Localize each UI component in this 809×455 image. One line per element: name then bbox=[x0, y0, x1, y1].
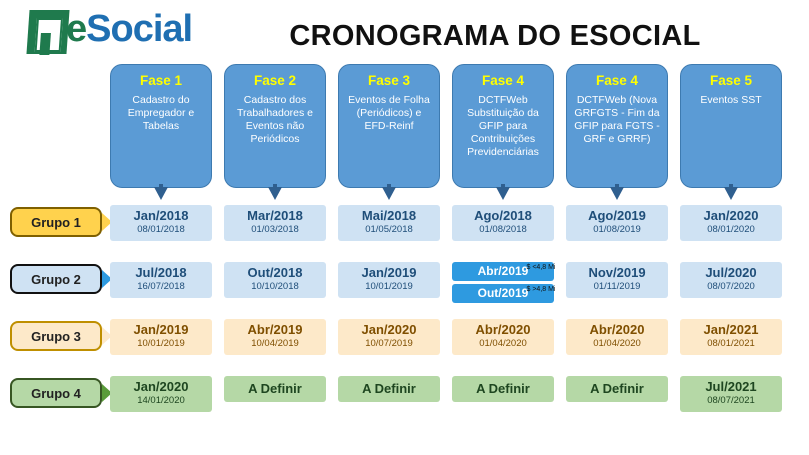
date-cell bbox=[224, 319, 326, 355]
phase-description: Cadastro dos Trabalhadores e Eventos não Periódicos bbox=[236, 94, 314, 145]
logo-wordmark-e: e bbox=[66, 8, 87, 50]
phase-title: Fase 4 bbox=[481, 73, 525, 88]
date-main: Abr/2019 bbox=[477, 264, 529, 278]
phase-description: DCTFWeb Substituição da GFIP para Contribuições Previdenciárias bbox=[467, 94, 539, 158]
logo-mark-icon bbox=[26, 10, 69, 54]
phase-title: Fase 1 bbox=[139, 73, 183, 88]
date-main: Jan/2020 bbox=[703, 208, 759, 223]
date-main: A Definir bbox=[476, 381, 530, 396]
phase-box-4 bbox=[452, 64, 554, 188]
date-cell bbox=[680, 205, 782, 241]
date-sub: 16/07/2018 bbox=[137, 281, 185, 292]
date-cell bbox=[338, 205, 440, 241]
date-cell bbox=[224, 205, 326, 241]
group-label-4: Grupo 4 bbox=[10, 378, 102, 408]
date-cell bbox=[110, 376, 212, 412]
date-cell bbox=[224, 376, 326, 402]
header bbox=[0, 0, 809, 68]
date-cell bbox=[110, 262, 212, 298]
date-cell bbox=[680, 262, 782, 298]
date-sub: 08/01/2021 bbox=[707, 338, 755, 349]
phase-title: Fase 5 bbox=[709, 73, 753, 88]
phase-description: Cadastro do Empregador e Tabelas bbox=[127, 94, 195, 132]
date-sub: 10/07/2019 bbox=[365, 338, 413, 349]
date-sub: 08/01/2018 bbox=[137, 224, 185, 235]
date-sub: 01/04/2020 bbox=[593, 338, 641, 349]
page-title: CRONOGRAMA DO ESOCIAL bbox=[289, 20, 701, 52]
phase-down-arrow-icon bbox=[154, 187, 168, 200]
date-cell bbox=[566, 319, 668, 355]
phase-down-arrow-icon bbox=[724, 187, 738, 200]
date-sub: 08/07/2021 bbox=[707, 395, 755, 406]
date-cell bbox=[110, 319, 212, 355]
date-sub: 10/01/2019 bbox=[365, 281, 413, 292]
date-sub: 08/07/2020 bbox=[707, 281, 755, 292]
date-sub: 10/01/2019 bbox=[137, 338, 185, 349]
phase-box-1 bbox=[110, 64, 212, 188]
date-main: Jan/2020 bbox=[361, 322, 417, 337]
date-main: Jan/2020 bbox=[133, 379, 189, 394]
phase-down-arrow-icon bbox=[610, 187, 624, 200]
date-cell bbox=[566, 205, 668, 241]
revenue-note: $ <4,8 Mi bbox=[526, 264, 556, 271]
date-sub: 14/01/2020 bbox=[137, 395, 185, 406]
date-cell bbox=[452, 376, 554, 402]
group-label-3: Grupo 3 bbox=[10, 321, 102, 351]
logo-wordmark-rest: Social bbox=[86, 8, 193, 50]
phase-description: Eventos SST bbox=[700, 94, 762, 106]
date-sub: 01/11/2019 bbox=[593, 281, 641, 292]
date-cell bbox=[224, 262, 326, 298]
date-cell bbox=[566, 376, 668, 402]
date-main: Nov/2019 bbox=[588, 265, 646, 280]
date-main: Out/2019 bbox=[477, 286, 529, 300]
date-main: Abr/2020 bbox=[475, 322, 531, 337]
date-sub: 08/01/2020 bbox=[707, 224, 755, 235]
group-label-1: Grupo 1 bbox=[10, 207, 102, 237]
date-cell bbox=[338, 262, 440, 298]
date-cell bbox=[566, 262, 668, 298]
date-main: Jan/2021 bbox=[703, 322, 759, 337]
date-main: Jan/2019 bbox=[361, 265, 417, 280]
date-main: A Definir bbox=[362, 381, 416, 396]
date-main: Abr/2020 bbox=[589, 322, 645, 337]
phase-description: Eventos de Folha (Periódicos) e EFD-Reinf bbox=[348, 94, 430, 132]
date-cell bbox=[338, 319, 440, 355]
date-main: Jan/2018 bbox=[133, 208, 189, 223]
date-main: Ago/2019 bbox=[588, 208, 646, 223]
date-cell bbox=[338, 376, 440, 402]
date-main: A Definir bbox=[248, 381, 302, 396]
date-cell bbox=[452, 205, 554, 241]
date-cell bbox=[452, 319, 554, 355]
date-main: Jan/2019 bbox=[133, 322, 189, 337]
phase-down-arrow-icon bbox=[496, 187, 510, 200]
phase-box-5 bbox=[566, 64, 668, 188]
date-main: Jul/2020 bbox=[705, 265, 757, 280]
phase-down-arrow-icon bbox=[382, 187, 396, 200]
revenue-note: $ >4,8 Mi bbox=[526, 286, 556, 293]
group-label-2: Grupo 2 bbox=[10, 264, 102, 294]
logo-mark-inner-shape bbox=[35, 18, 63, 52]
logo-wordmark bbox=[66, 8, 192, 51]
date-sub: 01/08/2018 bbox=[479, 224, 527, 235]
date-sub: 10/04/2019 bbox=[251, 338, 299, 349]
date-main: Jul/2021 bbox=[705, 379, 757, 394]
phase-down-arrow-icon bbox=[268, 187, 282, 200]
date-main: Mai/2018 bbox=[361, 208, 417, 223]
date-sub: 01/08/2019 bbox=[593, 224, 641, 235]
date-sub: 01/03/2018 bbox=[251, 224, 299, 235]
date-main: A Definir bbox=[590, 381, 644, 396]
phase-title: Fase 4 bbox=[595, 73, 639, 88]
phase-box-6 bbox=[680, 64, 782, 188]
date-main: Ago/2018 bbox=[474, 208, 532, 223]
date-cell bbox=[110, 205, 212, 241]
phase-box-3 bbox=[338, 64, 440, 188]
date-sub: 01/04/2020 bbox=[479, 338, 527, 349]
phase-title: Fase 2 bbox=[253, 73, 297, 88]
date-sub: 01/05/2018 bbox=[365, 224, 413, 235]
date-main: Mar/2018 bbox=[247, 208, 303, 223]
date-main: Jul/2018 bbox=[135, 265, 187, 280]
phase-title: Fase 3 bbox=[367, 73, 411, 88]
phase-box-2 bbox=[224, 64, 326, 188]
date-cell bbox=[680, 319, 782, 355]
date-cell bbox=[680, 376, 782, 412]
date-main: Abr/2019 bbox=[247, 322, 303, 337]
phase-description: DCTFWeb (Nova GRFGTS - Fim da GFIP para FGTS - GRF e GRRF) bbox=[574, 94, 660, 145]
esocial-logo bbox=[18, 6, 198, 62]
date-main: Out/2018 bbox=[247, 265, 303, 280]
date-sub: 10/10/2018 bbox=[251, 281, 299, 292]
logo-mark-bar-shape bbox=[39, 33, 51, 55]
